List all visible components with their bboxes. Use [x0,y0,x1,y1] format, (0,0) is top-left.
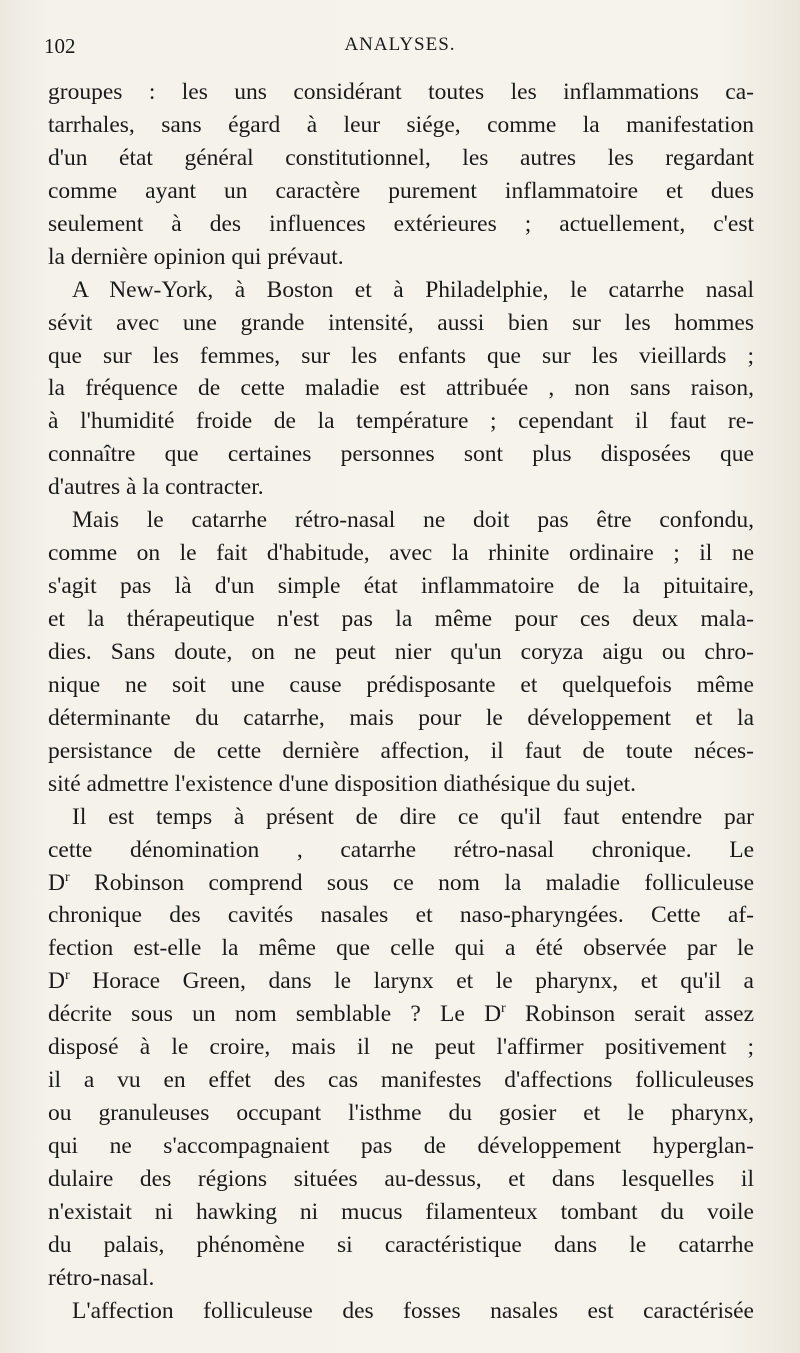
page-header [44,34,756,64]
text-line: décrite sous un nom semblable ? Le $D^r$ Robinson serait assez [48,1000,755,1028]
text-line: dies. Sans doute, on ne peut nier qu'un coryza aigu ou chro- [48,638,754,665]
text-line: déterminante du catarrhe, mais pour le développement et la [48,704,754,731]
paragraph-start-line: L'affection folliculeuse des fosses nasales est caractérisée [72,1297,754,1324]
text-line: la dernière opinion qui prévaut. [48,243,344,270]
paragraph-start-line: Il est temps à présent de dire ce qu'il faut entendre par [72,803,754,830]
text-line: ou granuleuses occupant l'isthme du gosier et le pharynx, [48,1100,754,1127]
text-line: groupes : les uns considérant toutes les inflammations ca- [48,79,754,105]
running-title: ANALYSES. [344,34,456,55]
paragraph-start-line: A New-York, à Boston et à Philadelphie, le catarrhe nasal [72,276,754,303]
text-line: sévit avec une grande intensité, aussi bien sur les hommes [48,309,754,336]
text-line: d'autres à la contracter. [48,474,264,501]
text-line: comme on le fait d'habitude, avec la rhinite ordinaire ; il ne [48,540,754,567]
text-line: seulement à des influences extérieures ; actuellement, c'est [48,210,754,237]
text-line: persistance de cette dernière affection, il faut de toute néces- [48,737,754,764]
page-number: 102 [44,34,76,58]
text-line: $D^r$ Horace Green, dans le larynx et le pharynx, et qu'il a [48,967,754,995]
text-line: d'un état général constitutionnel, les autres les regardant [48,144,754,171]
text-line: fection est-elle la même que celle qui a été observée par le [48,935,754,962]
text-line: et la thérapeutique n'est pas la même pour ces deux mala- [48,606,754,632]
text-line: nique ne soit une cause prédisposante et quelquefois même [48,671,754,698]
text-line: comme ayant un caractère purement inflammatoire et dues [48,177,754,204]
text-line: chronique des cavités nasales et naso-pharyngées. Cette af- [48,902,754,929]
text-line: la fréquence de cette maladie est attribuée , non sans raison, [48,375,754,402]
text-line: tarrhales, sans égard à leur siége, comme la manifestation [48,111,754,138]
text-line: cette dénomination , catarrhe rétro-nasal chronique. Le [48,836,754,863]
text-line: qui ne s'accompagnaient pas de développement hyperglan- [48,1133,754,1159]
paragraph-start-line: Mais le catarrhe rétro-nasal ne doit pas être confondu, [72,507,754,534]
text-line: s'agit pas là d'un simple état inflammatoire de la pituitaire, [48,573,754,600]
text-line: il a vu en effet des cas manifestes d'affections folliculeuses [48,1067,754,1094]
text-line: disposé à le croire, mais il ne peut l'affirmer positivement ; [48,1034,754,1061]
text-line: à l'humidité froide de la température ; cependant il faut re- [48,408,754,435]
text-line: du palais, phénomène si caractéristique dans le catarrhe [48,1231,754,1258]
text-line: dulaire des régions situées au-dessus, et dans lesquelles il [48,1165,754,1192]
text-line: n'existait ni hawking ni mucus filamenteux tombant du voile [48,1198,754,1225]
text-line: que sur les femmes, sur les enfants que sur les vieillards ; [48,342,754,369]
text-line: rétro-nasal. [48,1264,155,1291]
text-line: connaître que certaines personnes sont plus disposées que [48,441,754,468]
text-line: sité admettre l'existence d'une disposition diathésique du sujet. [48,770,637,797]
text-line: $D^r$ Robinson comprend sous ce nom la maladie folliculeuse [48,868,754,896]
body-text [48,76,754,1328]
